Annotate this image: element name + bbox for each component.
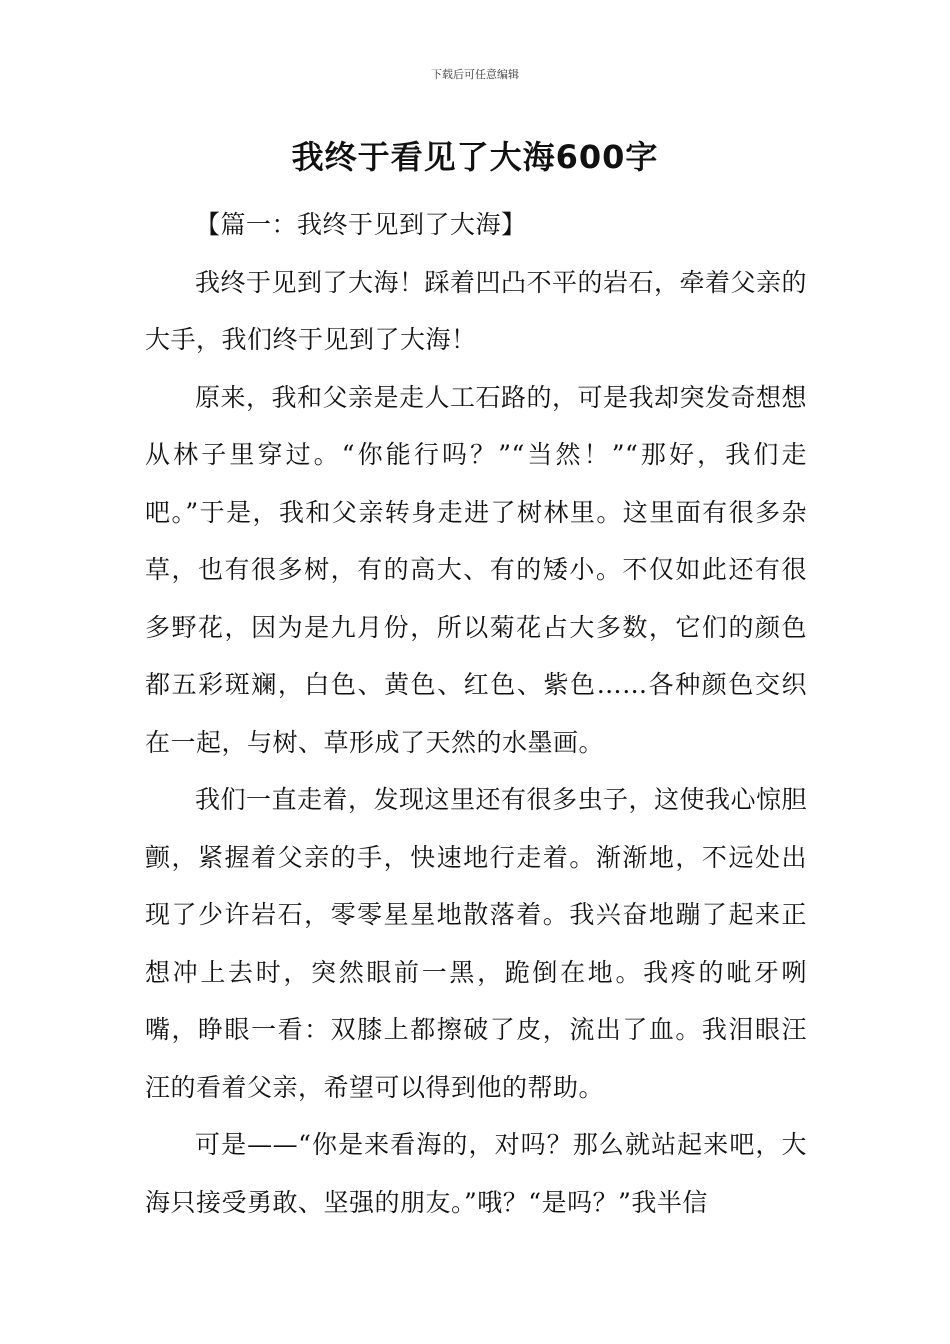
paragraph: 我们一直走着，发现这里还有很多虫子，这使我心惊胆颤，紧握着父亲的手，快速地行走着。渐渐地，不远处出现了少许岩石，零零星星地散落着。我兴奋地蹦了起来正想冲上去时，突然眼前一黑，跪倒在地。我疼的呲牙咧嘴，睁眼一看：双膝上都擦破了皮，流出了血。我泪眼汪汪的看着父亲，希望可以得到他的帮助。 <box>145 785 808 1102</box>
document-title: 我终于看见了大海600字 <box>291 138 659 176</box>
document-body <box>145 196 807 1231</box>
section-heading: 【篇一：我终于见到了大海】 <box>195 210 527 239</box>
paragraph: 可是——“你是来看海的，对吗？那么就站起来吧，大海只接受勇敢、坚强的朋友。”哦？“是吗？”我半信 <box>145 1130 807 1217</box>
paragraph: 我终于见到了大海！踩着凹凸不平的岩石，牵着父亲的大手，我们终于见到了大海！ <box>145 267 808 354</box>
paragraph: 原来，我和父亲是走人工石路的，可是我却突发奇想想从林子里穿过。“你能行吗？”“当然！”“那好，我们走吧。”于是，我和父亲转身走进了树林里。这里面有很多杂草，也有很多树，有的高大、有的矮小。不仅如此还有很多野花，因为是九月份，所以菊花占大多数，它们的颜色都五彩斑斓，白色、黄色、红色、紫色……各种颜色交织在一起，与树、草形成了天然的水墨画。 <box>145 382 808 757</box>
header-note: 下载后可任意编辑 <box>431 68 519 81</box>
